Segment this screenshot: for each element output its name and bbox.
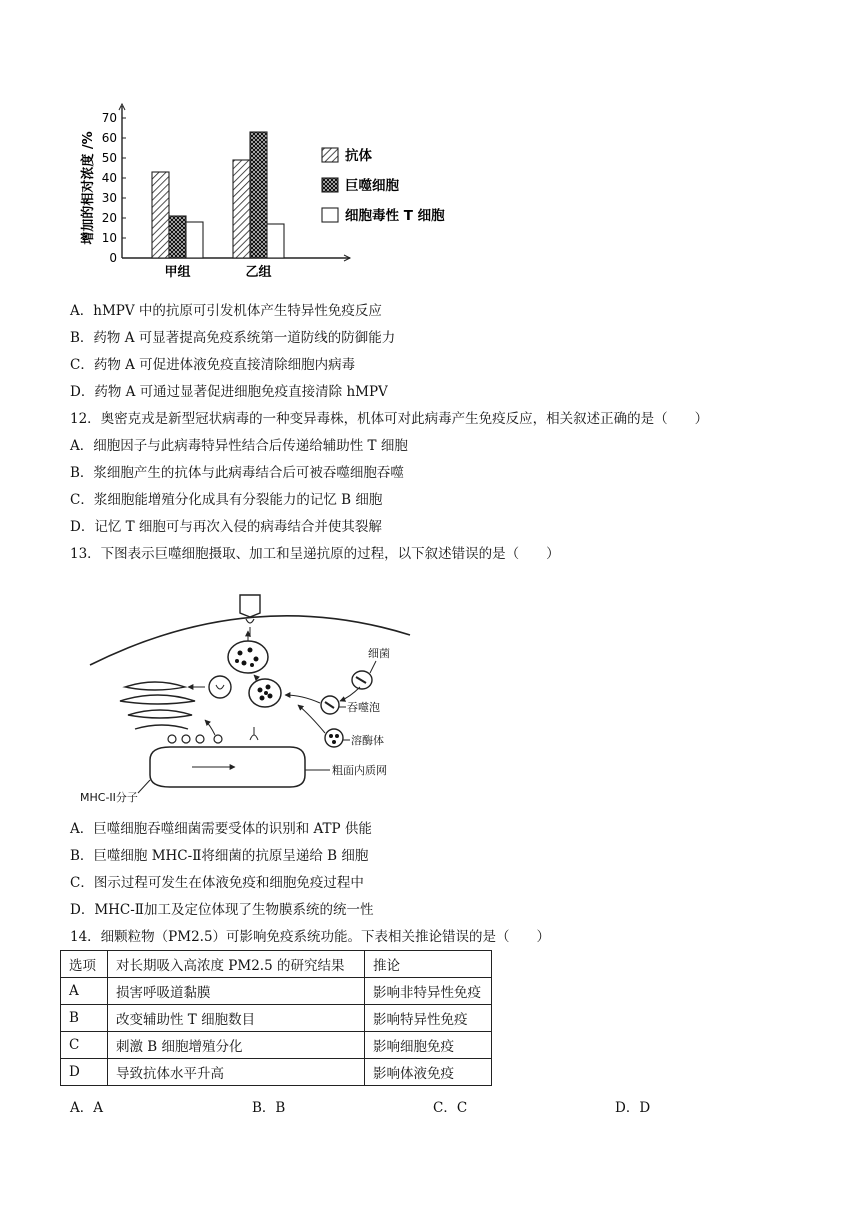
table-cell: 刺激 B 细胞增殖分化 — [108, 1032, 365, 1059]
table-row — [61, 978, 492, 1005]
y-tick-label: 70 — [101, 111, 117, 125]
q12-option-a: A．细胞因子与此病毒特异性结合后传递给辅助性 T 细胞 — [70, 438, 408, 454]
q14-stem: 14．细颗粒物（PM2.5）可影响免疫系统功能。下表相关推论错误的是（ ） — [70, 929, 551, 945]
q13-option-a: A．巨噬细胞吞噬细菌需要受体的识别和 ATP 供能 — [70, 821, 372, 837]
y-tick-label: 60 — [101, 131, 117, 145]
legend-label: 细胞毒性 T 细胞 — [345, 208, 445, 224]
table-cell: 改变辅助性 T 细胞数目 — [108, 1005, 365, 1032]
y-tick-label: 10 — [101, 231, 117, 245]
q12-option-b: B．浆细胞产生的抗体与此病毒结合后可被吞噬细胞吞噬 — [70, 465, 404, 481]
legend-label: 巨噬细胞 — [345, 178, 399, 194]
rer-label: 粗面内质网 — [332, 764, 387, 777]
bar — [186, 222, 203, 258]
q14-answer-a: A．A — [70, 1100, 103, 1116]
q13-option-b: B．巨噬细胞 MHC-Ⅱ将细菌的抗原呈递给 B 细胞 — [70, 848, 369, 864]
table-cell: A — [61, 978, 108, 1005]
q14-answer-d: D．D — [615, 1100, 651, 1116]
table-header: 推论 — [365, 951, 492, 978]
mhc-label: MHC-II分子 — [80, 791, 138, 804]
x-tick-label: 甲组 — [164, 265, 191, 280]
legend-swatch — [322, 178, 338, 192]
q12-option-c: C．浆细胞能增殖分化成具有分裂能力的记忆 B 细胞 — [70, 492, 383, 508]
bar-chart — [70, 98, 490, 288]
x-tick-label: 乙组 — [245, 265, 272, 280]
q11-option-c: C．药物 A 可促进体液免疫直接清除细胞内病毒 — [70, 357, 356, 373]
y-tick-label: 0 — [109, 251, 117, 265]
q14-table — [60, 950, 492, 1086]
macrophage-antigen-diagram — [80, 575, 420, 805]
table-cell: C — [61, 1032, 108, 1059]
table-cell: 影响体液免疫 — [365, 1059, 492, 1086]
q12-stem: 12．奥密克戎是新型冠状病毒的一种变异毒株，机体可对此病毒产生免疫反应，相关叙述正确的是（ ） — [70, 411, 709, 427]
table-cell: D — [61, 1059, 108, 1086]
table-cell: 导致抗体水平升高 — [108, 1059, 365, 1086]
y-tick-label: 20 — [101, 211, 117, 225]
q12-option-d: D．记忆 T 细胞可与再次入侵的病毒结合并使其裂解 — [70, 519, 382, 535]
bacteria-label: 细菌 — [368, 647, 390, 660]
table-cell: 影响细胞免疫 — [365, 1032, 492, 1059]
table-cell: B — [61, 1005, 108, 1032]
phagosome-label: 吞噬泡 — [347, 701, 380, 714]
table-cell: 影响特异性免疫 — [365, 1005, 492, 1032]
table-header: 选项 — [61, 951, 108, 978]
table-row — [61, 1032, 492, 1059]
bar — [152, 172, 169, 258]
table-header: 对长期吸入高浓度 PM2.5 的研究结果 — [108, 951, 365, 978]
q11-option-a: A．hMPV 中的抗原可引发机体产生特异性免疫反应 — [70, 303, 382, 319]
y-axis-label: 增加的相对浓度 /% — [81, 131, 96, 245]
q11-option-b: B．药物 A 可显著提高免疫系统第一道防线的防御能力 — [70, 330, 396, 346]
q13-option-c: C．图示过程可发生在体液免疫和细胞免疫过程中 — [70, 875, 364, 891]
table-header-row — [61, 951, 492, 978]
lysosome-label: 溶酶体 — [351, 734, 384, 747]
q14-answer-c: C．C — [433, 1100, 468, 1116]
table-cell: 损害呼吸道黏膜 — [108, 978, 365, 1005]
table-cell: 影响非特异性免疫 — [365, 978, 492, 1005]
y-tick-label: 40 — [101, 171, 117, 185]
legend-swatch — [322, 148, 338, 162]
y-tick-label: 30 — [101, 191, 117, 205]
q13-stem: 13．下图表示巨噬细胞摄取、加工和呈递抗原的过程，以下叙述错误的是（ ） — [70, 546, 560, 562]
q11-option-d: D．药物 A 可通过显著促进细胞免疫直接清除 hMPV — [70, 384, 388, 400]
table-row — [61, 1005, 492, 1032]
bar — [267, 224, 284, 258]
q14-answer-b: B．B — [252, 1100, 286, 1116]
q13-option-d: D．MHC-Ⅱ加工及定位体现了生物膜系统的统一性 — [70, 902, 374, 918]
bar — [250, 132, 267, 258]
bar — [233, 160, 250, 258]
y-tick-label: 50 — [101, 151, 117, 165]
table-row — [61, 1059, 492, 1086]
legend-label: 抗体 — [345, 148, 372, 164]
bar — [169, 216, 186, 258]
legend-swatch — [322, 208, 338, 222]
